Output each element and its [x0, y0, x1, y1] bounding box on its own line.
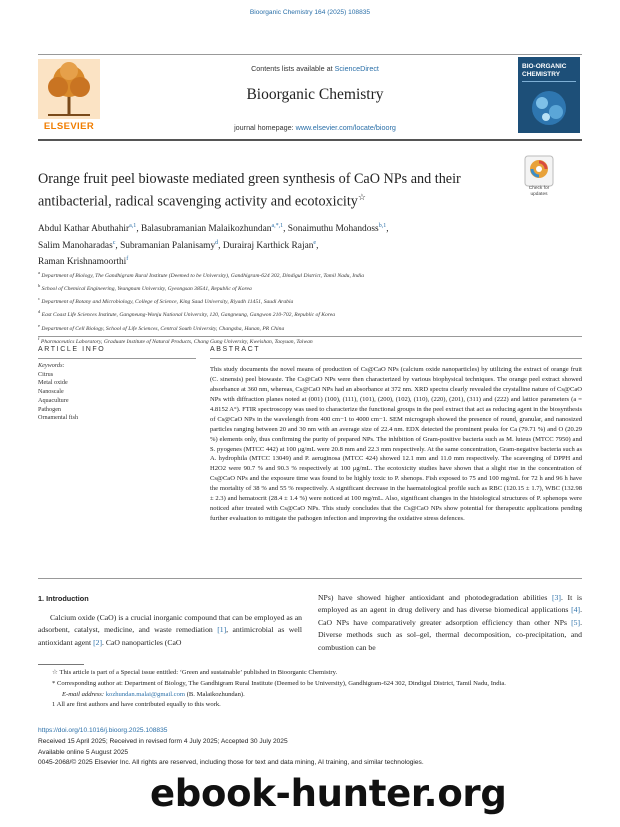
- cover-divider: [522, 81, 576, 82]
- affiliation-text: Department of Cell Biology, School of Life Sciences, Central South University, Changsha, Hunan, PR China: [41, 325, 285, 332]
- header-top-rule: [38, 54, 582, 55]
- affiliation-text: Department of Biology, The Gandhigram Rural Institute (Deemed to be University), Gandhigram-624 302, Dindigul District, Tamil Nadu, India: [41, 272, 365, 279]
- contents-line: [140, 64, 490, 73]
- abstract-bottom-rule: [38, 578, 582, 579]
- doi-link[interactable]: https://doi.org/10.1016/j.bioorg.2025.108835: [38, 727, 168, 734]
- footnote-equal-contribution: 1 All are first authors and have contributed equally to this work.: [52, 701, 221, 709]
- affiliation-item: [38, 268, 578, 281]
- introduction-right-column: [318, 592, 582, 654]
- author-affiliation-mark[interactable]: f: [126, 256, 129, 263]
- keywords-title: Keywords:: [38, 362, 65, 369]
- journal-homepage-line: [140, 123, 490, 132]
- keyword-item: Nanoscale: [38, 388, 64, 396]
- front-matter-rule: [38, 336, 582, 337]
- updates-label-line2: updates: [530, 191, 548, 197]
- author-name[interactable]: Salim Manoharadas: [38, 240, 113, 251]
- intro-text: , antimicrobial as well antioxidant agent: [38, 625, 302, 647]
- introduction-left-column: [38, 612, 302, 649]
- article-title-text: Orange fruit peel biowaste mediated green synthesis of CaO NPs and their antibacterial, radical scavenging activity and ecotoxicity: [38, 171, 461, 210]
- keyword-item: Ornamental fish: [38, 414, 79, 422]
- affiliation-text: Department of Botany and Microbiology, College of Science, King Saud University, Riyadh 11451, Saudi Arabia: [41, 299, 294, 306]
- footnote-corresponding-author: * Corresponding author at: Department of Biology, The Gandhigram Rural Institute (Deemed to be University), Gandhigram-624 302, Dindigul District, Tamil Nadu, India.: [52, 679, 506, 687]
- email-link[interactable]: kozhundan.malai@gmail.com: [105, 690, 186, 698]
- intro-text: . CaO NPs have comparatively greater adsorption efficiency than other NPs: [318, 605, 582, 627]
- author-affiliation-mark[interactable]: c: [112, 239, 116, 246]
- affiliation-mark: f: [38, 335, 40, 341]
- abstract-rule: [210, 358, 582, 359]
- author-name[interactable]: Sonaimuthu Mohandoss: [287, 224, 379, 235]
- journal-cover-image: [518, 57, 580, 133]
- keyword-item: Aquaculture: [38, 396, 69, 404]
- keyword-item: Citrus: [38, 370, 54, 378]
- article-info-rule: [38, 358, 196, 359]
- footnote-special-issue: ☆ This article is part of a Special issue entitled: ‘Green and sustainable’ published in Bioorganic Chemistry.: [52, 669, 338, 676]
- affiliation-mark: e: [38, 322, 40, 328]
- email-suffix: (B. Malaikozhundan).: [185, 690, 245, 698]
- abstract-text: This study documents the novel means of production of Cs@CaO NPs (calcium oxide nanoparticles) by utilizing the extract of orange fruit (C. sinensis) peel biowaste. The Cs@CaO NPs were then characterized by various biophysical techniques. The orange peel extract showed absorbance at 360 nm, whereas, Cs@CaO NPs had an absorbance at 372 nm. XRD spectra clearly revealed the crystalline nature of Cs@CaO NPs with diffraction planes noted at (001) (100), (111), (101), (200), (102), (110), (220), (201), (311) and (222) and lattice parameters (a = 4.8152 A°). FTIR spectroscopy was used to characterize the functional groups in the peel extract that act as reducing agent in the biosynthesis of Cs@CaO NPs in the wavelength from 400 cm−1 to 4000 cm−1. SEM micrograph showed the presence of round, granular, and nanosized particles ranging between 20 and 30 nm with an average size of 22.4 nm. EDX detected the prominent peaks for Ca (79.71 %) and O (20.29 %) elements only, thus confirming the purity of prepared NPs. The inhibition of Gram-positive bacteria such as M. luteus (MTCC 7950) and S. pyogenes (MTCC 442) at 100 μg/mL were 20.8 mm and 22.3 mm respectively. At the same concentration, Gram-negative bacteria such as A. hydrophila (MTCC 13049) and P. aeruginosa (MTCC 424) showed 12.1 mm and 11.0 mm respectively. The scavenging of DPPH and H2O2 were 90.7 % and 90.3 % respectively at 100 μg/mL. The ecotoxicity studies have shown that a slight rise in the concentration of Cs@CaO NPs and the exposure time was found to be highly toxic to P. shenops. Fish exposed to 75 and 100 mg/mL for 72 h and 96 h have the mortality of 38 % and 55 % respectively. A significant decrease in the haematological profile such as RBC (120.15 ± 1.7), WBC (132.98 ± 2.3) and hematocrit (28.4 ± 1.4 %) were noticed at 100 mg/mL. Also, significant changes in the histological structures of P. sphenops were noticed after treated with Cs@CaO NPs. This study concludes that the Cs@CaO NPs show potential for therapeutic applications pending further evaluation to mitigate the pathogen infection and improving the oxidative stress defences.: [210, 366, 582, 523]
- author-affiliation-mark[interactable]: a,1: [129, 223, 137, 229]
- intro-text: NPs) have showed higher antioxidant and photodegradation abilities: [318, 593, 552, 602]
- affiliation-text: School of Chemical Engineering, Yeungnam University, Gyeongsan 38541, Republic of Korea: [41, 286, 252, 293]
- affiliation-mark: b: [38, 283, 41, 289]
- footnote-rule: [38, 664, 84, 665]
- reference-link[interactable]: [3]: [552, 593, 561, 602]
- publisher-name: ELSEVIER: [43, 121, 95, 132]
- article-info-heading: ARTICLE INFO: [38, 346, 106, 353]
- footnote-email: [38, 690, 582, 701]
- affiliation-text: East Coast Life Sciences Institute, Gangneung-Wonju National University, 120, Gangneung, Gangwon 210-702, Republic of Korea: [41, 312, 336, 319]
- publication-info: [38, 726, 582, 769]
- journal-homepage-link[interactable]: www.elsevier.com/locate/bioorg: [295, 123, 396, 132]
- intro-text: . Diverse methods such as sol–gel, thermal decomposition, co-precipitation, and combustion can be: [318, 617, 582, 652]
- intro-text: Calcium oxide (CaO) is a crucial inorganic compound that can be employed as an adsorbent, catalyst, medicine, and waste remediation: [38, 613, 302, 635]
- author-name[interactable]: Raman Krishnamoorthi: [38, 257, 127, 268]
- reference-link[interactable]: [4]: [571, 605, 581, 615]
- abstract-heading: ABSTRACT: [210, 346, 261, 353]
- updates-label-line1: Check for: [528, 186, 550, 191]
- header-bottom-rule: [38, 139, 582, 141]
- journal-citation[interactable]: Bioorganic Chemistry 164 (2025) 108835: [249, 9, 371, 16]
- affiliation-mark: d: [38, 309, 41, 315]
- intro-text: . It is employed as an agent in drug delivery and has diverse biomedical applications: [318, 593, 583, 615]
- article-title: [38, 170, 508, 211]
- author-affiliation-mark[interactable]: b,1: [378, 223, 387, 229]
- author-affiliation-mark[interactable]: a,*,1: [271, 223, 284, 229]
- keyword-item: Metal oxide: [38, 379, 68, 387]
- author-name[interactable]: Balasubramanian Malaikozhundan: [141, 224, 272, 235]
- reference-link[interactable]: [1]: [217, 625, 227, 635]
- cover-title-line2: CHEMISTRY: [522, 71, 561, 78]
- watermark-text: ebook-hunter.org: [150, 772, 507, 815]
- author-name[interactable]: Abdul Kathar Abuthahir: [38, 224, 130, 235]
- affiliation-text: Pharmaceutics Laboratory, Graduate Institute of Natural Products, Chang Gung University, Kweishan, Taoyuan, Taiwan: [40, 338, 313, 345]
- keyword-item: Pathogen: [38, 405, 62, 413]
- intro-text: . CaO nanoparticles (CaO: [102, 637, 182, 647]
- cover-molecule-icon: [524, 87, 574, 129]
- affiliation-item: [38, 294, 578, 307]
- author-affiliation-mark[interactable]: d: [215, 239, 219, 246]
- affiliation-mark: c: [38, 296, 40, 302]
- affiliation-mark: a: [38, 270, 40, 275]
- affiliation-item: [38, 321, 578, 334]
- cover-title-line1: BIO-ORGANIC: [522, 63, 567, 70]
- reference-link[interactable]: [5]: [571, 617, 581, 627]
- homepage-prefix: journal homepage:: [234, 123, 296, 132]
- keywords-list: [38, 362, 178, 423]
- check-for-updates-icon[interactable]: [524, 155, 554, 187]
- author-list: Abdul Kathar Abuthahir$^{a,1}$, Balasubramanian Malaikozhundan$^{a,*,1}$, Sonaimuthu Mohandoss$^{b,1}$, Salim Manoharadas$^c$, Subramanian Palanisamy$^d$, Durairaj Karthick Rajan$^e$, Raman Krishnamoorthi$^f$: [38, 223, 389, 268]
- copyright-notice: 0045-2068/© 2025 Elsevier Inc. All rights are reserved, including those for text and data mining, AI training, and similar technologies.: [38, 759, 424, 767]
- available-online: Available online 5 August 2025: [38, 748, 129, 756]
- title-footnote-mark[interactable]: ☆: [357, 192, 366, 202]
- affiliation-item: [38, 281, 578, 294]
- contents-prefix: Contents lists available at: [251, 64, 335, 73]
- author-name[interactable]: Subramanian Palanisamy: [120, 240, 216, 251]
- reference-link[interactable]: [2]: [93, 637, 103, 647]
- affiliation-item: [38, 307, 578, 320]
- email-label: E-mail address:: [62, 690, 106, 698]
- sciencedirect-link[interactable]: ScienceDirect: [334, 64, 379, 73]
- author-name[interactable]: Durairaj Karthick Rajan: [222, 240, 314, 251]
- journal-title: Bioorganic Chemistry: [246, 86, 384, 103]
- introduction-heading: 1. Introduction: [38, 594, 89, 603]
- footnotes: [38, 668, 582, 711]
- author-affiliation-mark[interactable]: e: [313, 239, 317, 246]
- check-for-updates-label[interactable]: [520, 186, 558, 197]
- received-dates: Received 15 April 2025; Received in revised form 4 July 2025; Accepted 30 July 2025: [38, 737, 288, 745]
